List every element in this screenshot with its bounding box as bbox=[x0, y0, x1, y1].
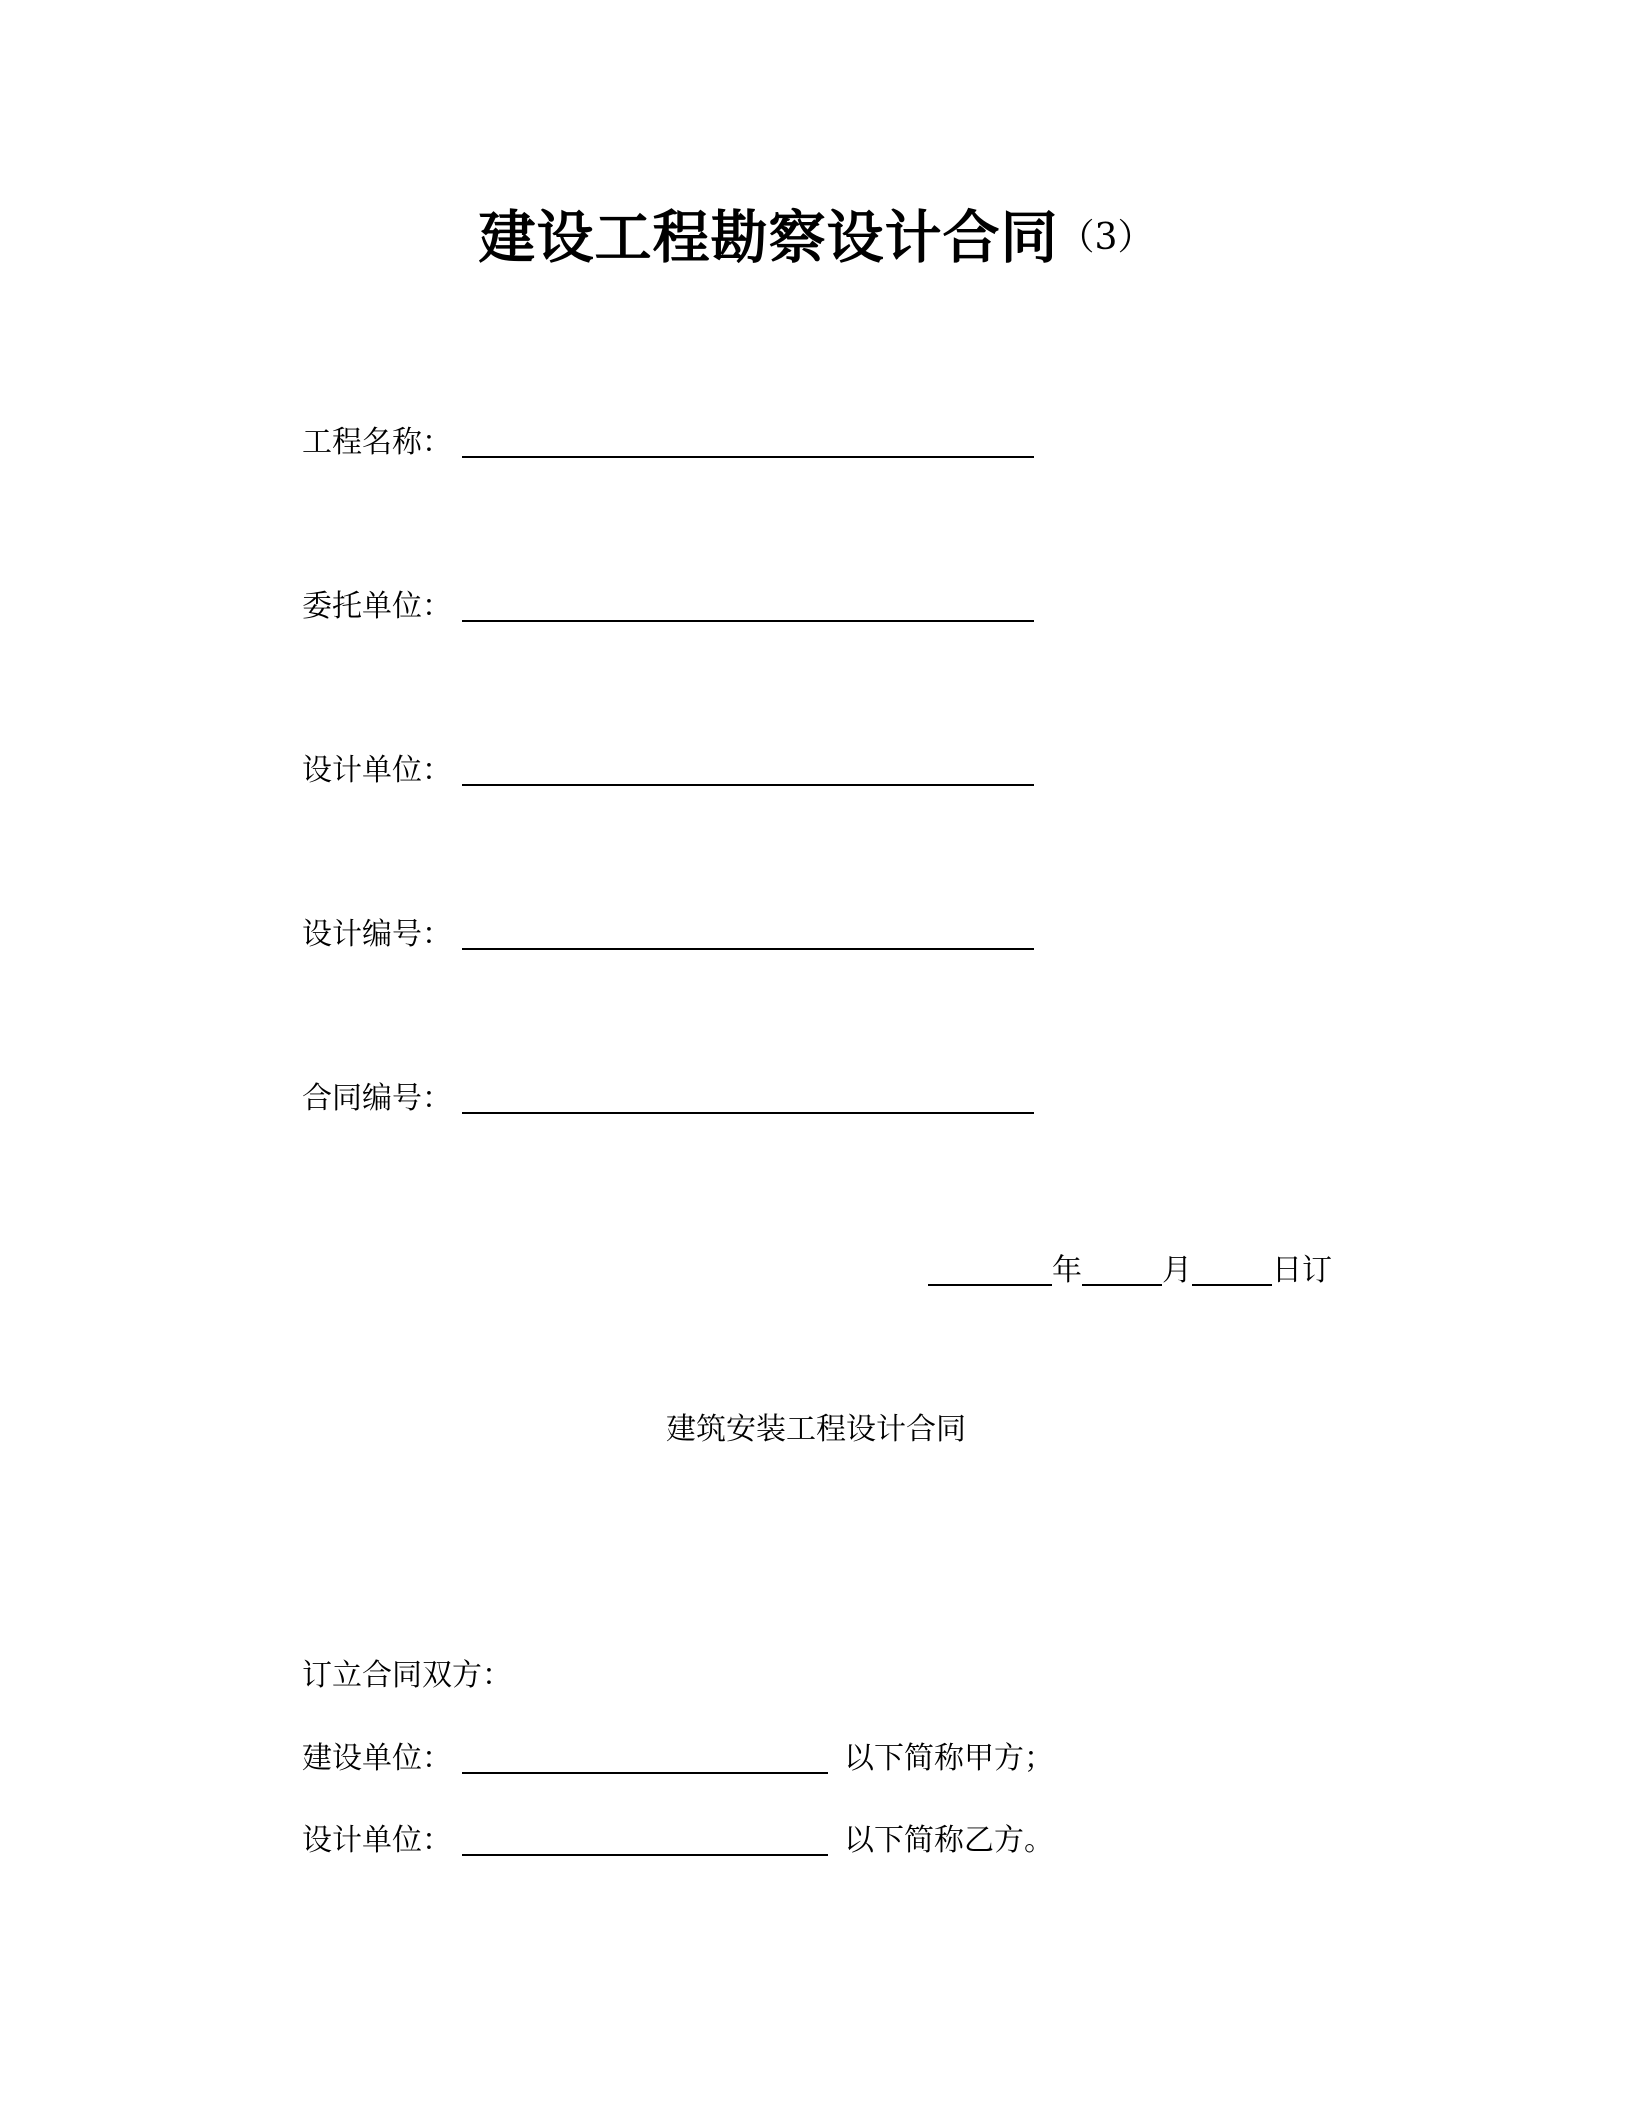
year-unit: 年 bbox=[1052, 1253, 1082, 1288]
title-main-text: 建设工程勘察设计合同 bbox=[478, 205, 1059, 271]
design-unit-blank[interactable] bbox=[462, 754, 1034, 786]
day-blank[interactable] bbox=[1192, 1254, 1272, 1286]
field-row-design-unit bbox=[302, 748, 1034, 788]
document-title bbox=[0, 192, 1632, 274]
field-label: 委托单位： bbox=[302, 589, 452, 624]
party-row-designer bbox=[302, 1818, 1054, 1858]
field-row-contract-number bbox=[302, 1076, 1034, 1116]
design-number-blank[interactable] bbox=[462, 918, 1034, 950]
field-row-project-name bbox=[302, 420, 1034, 460]
month-blank[interactable] bbox=[1082, 1254, 1162, 1286]
client-blank[interactable] bbox=[462, 590, 1034, 622]
day-unit: 日订 bbox=[1272, 1253, 1332, 1288]
title-suffix-text: （3） bbox=[1058, 217, 1154, 258]
field-label: 设计编号： bbox=[302, 917, 452, 952]
client-party-blank[interactable] bbox=[462, 1742, 828, 1774]
party-alias: 以下简称乙方。 bbox=[844, 1823, 1054, 1858]
month-unit: 月 bbox=[1162, 1253, 1192, 1288]
designer-party-blank[interactable] bbox=[462, 1824, 828, 1856]
field-row-design-number bbox=[302, 912, 1034, 952]
project-name-blank[interactable] bbox=[462, 426, 1034, 458]
document-subtitle: 建筑安装工程设计合同 bbox=[666, 1412, 966, 1447]
field-label: 设计单位： bbox=[302, 753, 452, 788]
signing-date-line bbox=[928, 1248, 1332, 1288]
party-label: 设计单位： bbox=[302, 1823, 452, 1858]
year-blank[interactable] bbox=[928, 1254, 1052, 1286]
field-row-client bbox=[302, 584, 1034, 624]
field-label: 工程名称： bbox=[302, 425, 452, 460]
field-label: 合同编号： bbox=[302, 1081, 452, 1116]
party-alias: 以下简称甲方； bbox=[844, 1741, 1054, 1776]
party-row-client bbox=[302, 1736, 1054, 1776]
parties-intro: 订立合同双方： bbox=[302, 1658, 512, 1693]
contract-number-blank[interactable] bbox=[462, 1082, 1034, 1114]
party-label: 建设单位： bbox=[302, 1741, 452, 1776]
